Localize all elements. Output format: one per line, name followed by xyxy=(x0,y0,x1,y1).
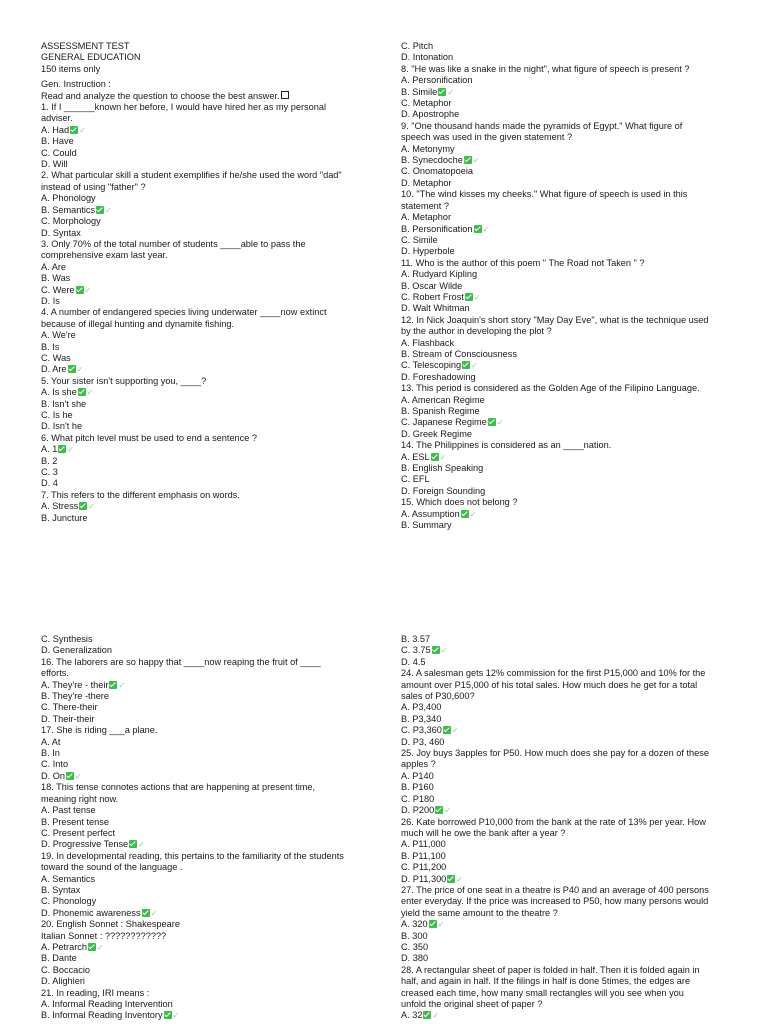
question-line: half, and again in half. If the filings in half is done 5times, the edges are xyxy=(401,976,691,987)
correct-answer-option: B. Synecdoche ✓ xyxy=(401,155,480,166)
question-line: 16. The laborers are so happy that ____now reaping the fruit of ____ xyxy=(41,656,321,667)
correct-answer-option: D. P200 ✓ xyxy=(401,805,451,816)
check-mark-icon xyxy=(474,225,482,233)
question-line: C. Could xyxy=(41,147,77,158)
question-line: B. Have xyxy=(41,136,74,147)
question-line: 15. Which does not belong ? xyxy=(401,497,518,508)
check-mark-icon xyxy=(129,840,137,848)
check-mark-icon xyxy=(447,875,455,883)
check-mark-icon xyxy=(443,726,451,734)
question-line: B. Is xyxy=(41,341,60,352)
question-line: 18. This tense connotes actions that are happening at present time, xyxy=(41,782,316,793)
question-line: C. EFL xyxy=(401,474,430,485)
tick-icon: ✓ xyxy=(88,502,95,512)
question-line: by the author in developing the plot ? xyxy=(401,326,552,337)
question-line: toward the sound of the language . xyxy=(41,862,183,873)
question-line: D. P3, 460 xyxy=(401,736,445,747)
correct-answer-option: C. Were ✓ xyxy=(41,284,92,295)
tick-icon: ✓ xyxy=(447,87,454,97)
question-line: 4. A number of endangered species living underwater ____now extinct xyxy=(41,307,327,318)
correct-answer-option: A. 320 ✓ xyxy=(401,919,445,930)
question-line: D. 4 xyxy=(41,478,58,489)
question-line: much will he owe the bank after a year ? xyxy=(401,827,566,838)
question-line: A. Informal Reading Intervention xyxy=(41,999,173,1009)
question-list xyxy=(41,102,371,524)
question-line: 7. This refers to the different emphasis on words. xyxy=(41,489,240,500)
check-mark-icon xyxy=(423,1011,431,1019)
question-line: B. P11,100 xyxy=(401,850,446,861)
tick-icon: ✓ xyxy=(67,445,75,455)
question-line: A. Semantics xyxy=(41,873,96,884)
tick-icon: ✓ xyxy=(75,771,82,781)
tick-icon: ✓ xyxy=(86,388,94,398)
question-line: B. Dante xyxy=(41,953,77,964)
question-line: A. Personification xyxy=(401,75,473,86)
question-line: 10. "The wind kisses my cheeks." What figure of speech is used in this xyxy=(401,189,688,200)
question-line: Italian Sonnet : ???????????? xyxy=(41,930,167,941)
tick-icon: ✓ xyxy=(439,452,447,462)
question-line: D. Metaphor xyxy=(401,177,452,188)
question-line: B. English Speaking xyxy=(401,463,484,474)
tick-icon: ✓ xyxy=(473,292,481,302)
question-line: A. Flashback xyxy=(401,337,455,348)
instruction-label: Gen. Instruction : xyxy=(41,79,111,90)
question-line: A. Rudyard Kipling xyxy=(401,269,478,280)
correct-answer-option: C. Japanese Regime ✓ xyxy=(401,417,504,428)
correct-answer-option: A. Stress ✓ xyxy=(41,501,95,512)
check-mark-icon xyxy=(76,286,84,294)
question-line: C. There-their xyxy=(41,702,98,713)
tick-icon: ✓ xyxy=(138,840,145,850)
question-line: C. Into xyxy=(41,759,69,770)
question-line: A. P11,000 xyxy=(401,839,446,850)
question-line: B. Stream of Consciousness xyxy=(401,348,517,359)
question-line: 3. Only 70% of the total number of students ____able to pass the xyxy=(41,238,306,249)
question-line: C. Present perfect xyxy=(41,827,116,838)
question-line: 5. Your sister isn't supporting you, ____? xyxy=(41,375,207,386)
question-line: D. 380 xyxy=(401,953,429,964)
correct-answer-option: A. Assumption ✓ xyxy=(401,508,477,519)
correct-answer-option: A. Petrarch ✓ xyxy=(41,941,104,952)
question-line: adviser. xyxy=(41,113,73,124)
question-line: because of illegal hunting and dynamite fishing. xyxy=(41,318,235,329)
question-line: B. Summary xyxy=(401,520,452,531)
correct-answer-option: D. Progressive Tense ✓ xyxy=(41,839,145,850)
correct-answer-option: C. P3,360 ✓ xyxy=(401,725,459,736)
question-line: creased each time, how many small rectangles will you see when you xyxy=(401,987,684,998)
question-line: A. P140 xyxy=(401,770,434,781)
check-mark-icon xyxy=(70,126,78,134)
checkbox-glyph-icon xyxy=(281,91,289,99)
question-line: 20. English Sonnet : Shakespeare xyxy=(41,919,180,930)
tick-icon: ✓ xyxy=(150,908,158,918)
tick-icon: ✓ xyxy=(451,726,459,736)
check-mark-icon xyxy=(461,510,469,518)
question-line: C. Pitch xyxy=(401,41,434,51)
question-line: D. Hyperbole xyxy=(401,246,455,257)
question-line: 6. What pitch level must be used to end a sentence ? xyxy=(41,432,258,443)
question-line: instead of using "father" ? xyxy=(41,181,146,192)
correct-answer-option: A. 1 ✓ xyxy=(41,444,75,455)
question-line: 27. The price of one seat in a theatre is P40 and an average of 400 persons xyxy=(401,884,709,895)
question-line: B. In xyxy=(41,748,60,759)
question-line: D. Foreign Sounding xyxy=(401,485,486,496)
question-line: A. Metonymy xyxy=(401,143,455,154)
check-mark-icon xyxy=(465,293,473,301)
tick-icon: ✓ xyxy=(76,365,84,375)
question-line: C. 3 xyxy=(41,467,58,478)
question-line: D. Alighieri xyxy=(41,976,85,987)
question-line: D. 4.5 xyxy=(401,656,426,667)
question-line: 21. In reading, IRI means : xyxy=(41,987,150,998)
question-line: C. Is he xyxy=(41,410,73,420)
question-line: B. Oscar Wilde xyxy=(401,280,463,291)
question-line: 2. What particular skill a student exemplifies if he/she used the word "dad" xyxy=(41,170,342,181)
check-mark-icon xyxy=(462,361,470,369)
question-line: D. Walt Whitman xyxy=(401,303,470,314)
question-line: 12. In Nick Joaquin's short story "May Day Eve", what is the technique used xyxy=(401,314,709,325)
question-line: 25. Joy buys 3apples for P50. How much does she pay for a dozen of these xyxy=(401,748,709,759)
question-line: D. Will xyxy=(41,159,68,170)
correct-answer-option: D. P11,300 ✓ xyxy=(401,873,463,884)
question-line: A. Are xyxy=(41,261,67,272)
question-line: D. Isn't he xyxy=(41,421,83,432)
question-line: meaning right now. xyxy=(41,793,119,804)
tick-icon: ✓ xyxy=(84,285,92,295)
question-line: yield the same amount to the theatre ? xyxy=(401,907,558,918)
correct-answer-option: A. 32 ✓ xyxy=(401,1010,440,1021)
correct-answer-option: C. Robert Frost ✓ xyxy=(401,291,481,302)
question-line: B. Was xyxy=(41,273,71,284)
question-line: B. Spanish Regime xyxy=(401,406,480,416)
question-line: 13. This period is considered as the Golden Age of the Filipino Language. xyxy=(401,383,700,394)
question-line: 19. In developmental reading, this pertains to the familiarity of the students xyxy=(41,850,344,861)
correct-answer-option: B. Informal Reading Inventory ✓ xyxy=(41,1010,180,1021)
check-mark-icon xyxy=(429,920,437,928)
question-line: C. Morphology xyxy=(41,216,101,227)
question-line: B. Isn't she xyxy=(41,398,87,409)
check-mark-icon xyxy=(464,156,472,164)
question-line: amount over P15,000 of his total sales. How much does he get for a total xyxy=(401,679,698,690)
question-line: apples ? xyxy=(401,759,436,770)
check-mark-icon xyxy=(109,681,117,689)
question-line: 26. Kate borrowed P10,000 from the bank at the rate of 13% per year. How xyxy=(401,816,706,827)
question-line: A. American Regime xyxy=(401,394,485,405)
question-line: 17. She is riding ___a plane. xyxy=(41,725,158,736)
tick-icon: ✓ xyxy=(440,646,448,656)
question-line: A. Past tense xyxy=(41,805,96,816)
tick-icon: ✓ xyxy=(432,1011,440,1021)
question-line: 28. A rectangular sheet of paper is folded in half. Then it is folded again in xyxy=(401,964,700,975)
question-line: C. 350 xyxy=(401,941,429,952)
question-line: B. Present tense xyxy=(41,816,109,827)
question-line: 1. If I ______known her before, I would have hired her as my personal xyxy=(41,102,326,113)
question-line: C. Synthesis xyxy=(41,634,93,644)
question-line: sales of P30,600? xyxy=(401,691,475,702)
check-mark-icon xyxy=(79,502,87,510)
question-line: B. Syntax xyxy=(41,884,81,895)
question-line: B. 300 xyxy=(401,930,428,941)
check-mark-icon xyxy=(438,88,446,96)
question-line: 11. Who is the author of this poem " The Road not Taken " ? xyxy=(401,257,645,268)
question-line: efforts. xyxy=(41,668,69,679)
question-line: 24. A salesman gets 12% commission for the first P15,000 and 10% for the xyxy=(401,668,706,679)
item-count: 150 items only xyxy=(41,63,101,74)
check-mark-icon xyxy=(164,1011,172,1019)
question-line: speech was used in the given statement ? xyxy=(401,132,573,143)
check-mark-icon xyxy=(96,206,104,214)
correct-answer-option: D. Phonemic awareness ✓ xyxy=(41,907,158,918)
question-line: A. P3,400 xyxy=(401,702,442,713)
question-line: D. Syntax xyxy=(41,227,81,238)
check-mark-icon xyxy=(88,943,96,951)
test-title: ASSESSMENT TEST xyxy=(41,41,130,51)
question-line: C. Simile xyxy=(401,234,438,245)
question-line: D. Apostrophe xyxy=(401,109,460,120)
correct-answer-option: D. Are ✓ xyxy=(41,364,84,375)
question-line: A. We're xyxy=(41,330,76,341)
tick-icon: ✓ xyxy=(172,1011,180,1021)
tick-icon: ✓ xyxy=(471,361,478,371)
question-line: D. Intonation xyxy=(401,52,454,63)
correct-answer-option: D. On ✓ xyxy=(41,770,82,781)
tick-icon: ✓ xyxy=(437,920,445,930)
question-line: B. 2 xyxy=(41,455,58,466)
tick-icon: ✓ xyxy=(456,874,463,884)
tick-icon: ✓ xyxy=(469,509,477,519)
tick-icon: ✓ xyxy=(96,942,104,952)
tick-icon: ✓ xyxy=(118,680,126,690)
question-line: D. Greek Regime xyxy=(401,428,472,439)
tick-icon: ✓ xyxy=(482,224,490,234)
check-mark-icon xyxy=(142,909,150,917)
check-mark-icon xyxy=(431,453,439,461)
question-line: C. Boccacio xyxy=(41,964,91,975)
check-mark-icon xyxy=(435,806,443,814)
correct-answer-option: B. Simile ✓ xyxy=(401,86,454,97)
question-line: D. Their-their xyxy=(41,713,95,724)
question-line: C. Metaphor xyxy=(401,98,452,109)
question-line: C. P180 xyxy=(401,793,435,804)
question-line: A. At xyxy=(41,736,61,747)
correct-answer-option: B. Semantics ✓ xyxy=(41,204,112,215)
question-line: A. Metaphor xyxy=(401,212,452,223)
question-line: B. They're -there xyxy=(41,691,109,702)
page2-left-column xyxy=(41,634,371,1022)
question-line: 9. "One thousand hands made the pyramids of Egypt." What figure of xyxy=(401,120,683,131)
correct-answer-option: B. Personification ✓ xyxy=(401,223,490,234)
question-line: C. Onomatopoeia xyxy=(401,166,474,177)
question-line: C. Phonology xyxy=(41,896,97,907)
question-line: B. 3.57 xyxy=(401,634,431,644)
page1-left-column xyxy=(41,41,371,524)
question-line: D. Foreshadowing xyxy=(401,371,476,382)
question-line: C. Was xyxy=(41,352,71,363)
check-mark-icon xyxy=(58,445,66,453)
check-mark-icon xyxy=(66,772,74,780)
question-line: C. P11,200 xyxy=(401,862,447,873)
check-mark-icon xyxy=(78,388,86,396)
question-line: 14. The Philippines is considered as an ____nation. xyxy=(401,440,612,451)
question-line: A. Phonology xyxy=(41,193,96,204)
question-line: B. P3,340 xyxy=(401,713,442,724)
question-line: unfold the original sheet of paper ? xyxy=(401,999,543,1009)
check-mark-icon xyxy=(68,365,76,373)
question-line: D. Generalization xyxy=(41,645,112,656)
test-subject: GENERAL EDUCATION xyxy=(41,52,141,63)
correct-answer-option: A. Is she ✓ xyxy=(41,387,94,398)
tick-icon: ✓ xyxy=(472,156,480,166)
page2-right-column xyxy=(401,634,741,1022)
instruction-text: Read and analyze the question to choose the best answer. xyxy=(41,91,371,102)
question-line: comprehensive exam last year. xyxy=(41,250,168,261)
tick-icon: ✓ xyxy=(444,806,451,816)
correct-answer-option: A. Had ✓ xyxy=(41,124,86,135)
question-line: 8. "He was like a snake in the night", what figure of speech is present ? xyxy=(401,63,690,74)
correct-answer-option: C. 3.75 ✓ xyxy=(401,645,448,656)
tick-icon: ✓ xyxy=(496,418,504,428)
correct-answer-option: C. Telescoping ✓ xyxy=(401,360,478,371)
question-line: statement ? xyxy=(401,200,450,211)
correct-answer-option: A. ESL ✓ xyxy=(401,451,447,462)
check-mark-icon xyxy=(432,646,440,654)
check-mark-icon xyxy=(488,418,496,426)
question-line: enter everyday. If the price was increased to P50, how many persons would xyxy=(401,896,709,907)
question-line: D. Is xyxy=(41,295,60,306)
correct-answer-option: A. They're - their ✓ xyxy=(41,679,126,690)
tick-icon: ✓ xyxy=(79,125,86,135)
question-line: B. P160 xyxy=(401,782,434,793)
tick-icon: ✓ xyxy=(105,205,112,215)
page1-right-column xyxy=(401,41,741,531)
question-line: B. Juncture xyxy=(41,512,88,523)
